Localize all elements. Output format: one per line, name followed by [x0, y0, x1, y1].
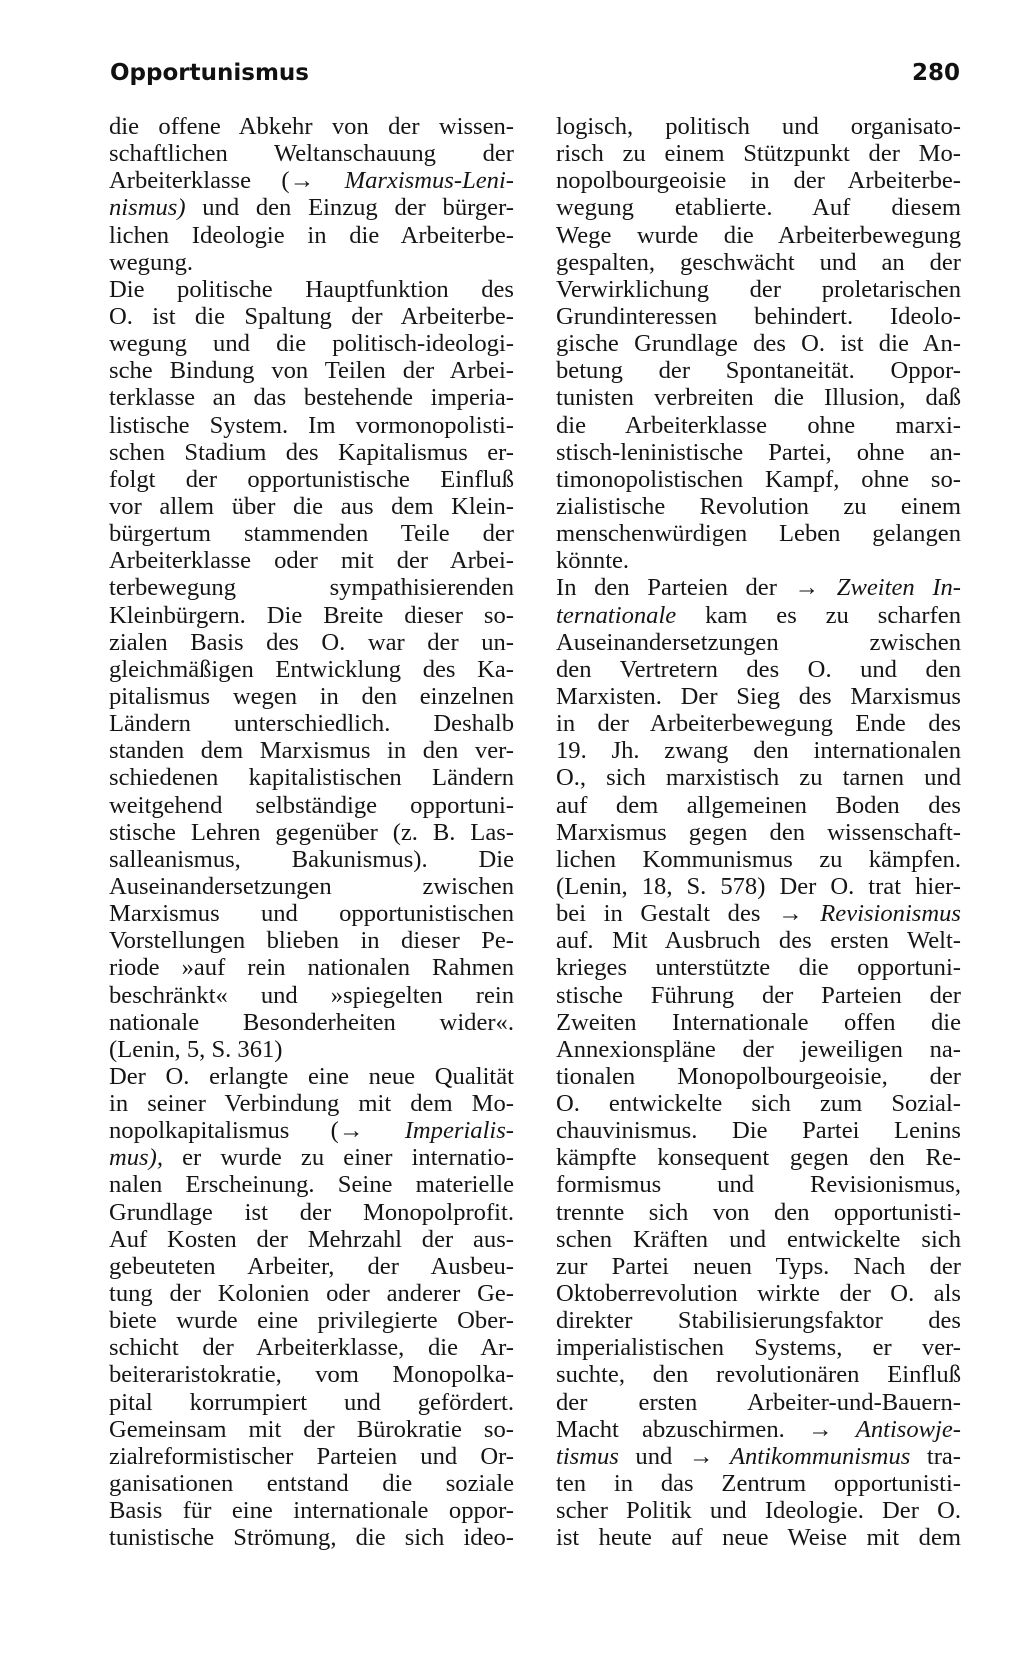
text-line: pital korrumpiert und gefördert. — [109, 1388, 514, 1416]
text-line: könnte. — [556, 547, 630, 575]
text-line: Auseinandersetzungen zwischen — [109, 872, 514, 900]
text-line: tung der Kolonien oder anderer Ge- — [109, 1280, 514, 1308]
text-line: Marxismus gegen den wissenschaft- — [556, 818, 961, 846]
text-line: in seiner Verbindung mit dem Mo- — [109, 1090, 514, 1118]
cross-reference: Antisowje- — [855, 1415, 961, 1443]
text-line: schaftlichen Weltanschauung der — [109, 140, 514, 168]
text-line: vor allem über die aus dem Klein- — [109, 492, 514, 520]
cross-reference: tismus — [556, 1442, 619, 1470]
text-line: schen Kräften und entwickelte sich — [556, 1225, 961, 1253]
text-line: schicht der Arbeiterklasse, die Ar- — [109, 1334, 514, 1362]
text-line: suchte, den revolutionären Einfluß — [556, 1361, 961, 1389]
text-line: Ländern unterschiedlich. Deshalb — [109, 710, 514, 738]
text-line: zialen Basis des O. war der un- — [109, 628, 514, 656]
text-line: in der Arbeiterbewegung Ende des — [556, 710, 961, 738]
text-line: Annexionspläne der jeweiligen na- — [556, 1035, 961, 1063]
text-segment: bei in Gestalt des → — [556, 900, 821, 928]
text-line: biete wurde eine privilegierte Ober- — [109, 1307, 514, 1335]
text-line: die Arbeiterklasse ohne marxi- — [556, 411, 961, 439]
text-line: beschränkt« und »spiegelten rein — [109, 981, 514, 1009]
text-line: Verwirklichung der proletarischen — [556, 275, 961, 303]
text-line — [109, 1117, 514, 1144]
cross-reference: mus), — [109, 1144, 163, 1172]
text-line: formismus und Revisionismus, — [556, 1171, 961, 1199]
text-line: Oktoberrevolution wirkte der O. als — [556, 1280, 961, 1308]
text-line: Marxismus und opportunistischen — [109, 900, 514, 928]
text-line: gespalten, geschwächt und an der — [556, 248, 961, 276]
text-segment: und → — [618, 1442, 730, 1470]
text-line: krieges unterstützte die opportuni- — [556, 954, 961, 982]
cross-reference: Imperialis- — [404, 1117, 514, 1145]
text-line — [556, 1416, 961, 1443]
cross-reference: Zweiten In- — [836, 574, 961, 602]
text-line: gische Grundlage des O. ist die An- — [556, 330, 961, 358]
text-line: riode »auf rein nationalen Rahmen — [109, 954, 514, 982]
running-head — [110, 60, 960, 96]
cross-reference: Revisionismus — [820, 900, 961, 928]
text-line: Die politische Hauptfunktion des — [109, 275, 514, 303]
text-line — [556, 1443, 961, 1470]
text-line: sche Bindung von Teilen der Arbei- — [109, 357, 514, 385]
text-line: Grundlage ist der Monopolprofit. — [109, 1198, 514, 1226]
text-line: zialreformistischer Parteien und Or- — [109, 1442, 514, 1470]
text-line: 19. Jh. zwang den internationalen — [556, 737, 961, 765]
text-line: nationale Besonderheiten wider«. — [109, 1008, 514, 1036]
text-line: schiedenen kapitalistischen Ländern — [109, 764, 514, 792]
cross-reference: nismus) — [109, 194, 186, 222]
text-line: lichen Ideologie in die Arbeiterbe- — [109, 221, 514, 249]
text-line — [556, 574, 961, 601]
text-line: auf. Mit Ausbruch des ersten Welt- — [556, 927, 961, 955]
text-line: ganisationen entstand die soziale — [109, 1470, 514, 1498]
text-line: stische Führung der Parteien der — [556, 981, 961, 1009]
text-line: stische Lehren gegenüber (z. B. Las- — [109, 818, 514, 846]
text-line: chauvinismus. Die Partei Lenins — [556, 1117, 961, 1145]
text-line: standen dem Marxismus in den ver- — [109, 737, 514, 765]
text-line: risch zu einem Stützpunkt der Mo- — [556, 140, 961, 168]
text-line: bürgertum stammenden Teile der — [109, 520, 514, 548]
text-line — [556, 900, 961, 927]
text-line: terklasse an das bestehende imperia- — [109, 384, 514, 412]
left-text-column — [109, 113, 514, 1551]
page-number: 280 — [911, 60, 960, 86]
text-line: schen Stadium des Kapitalismus er- — [109, 438, 514, 466]
text-line: folgt der opportunistische Einfluß — [109, 465, 514, 493]
text-line: Wege wurde die Arbeiterbewegung — [556, 221, 961, 249]
text-line: logisch, politisch und organisato- — [556, 113, 961, 140]
text-line: auf dem allgemeinen Boden des — [556, 791, 961, 819]
text-line: Vorstellungen blieben in dieser Pe- — [109, 927, 514, 955]
text-line: der ersten Arbeiter-und-Bauern- — [556, 1388, 961, 1416]
text-line: nalen Erscheinung. Seine materielle — [109, 1171, 514, 1199]
text-line: terbewegung sympathisierenden — [109, 574, 514, 602]
cross-reference: ternationale — [556, 601, 677, 629]
text-line: scher Politik und Ideologie. Der O. — [556, 1497, 961, 1525]
text-line: O. entwickelte sich zum Sozial- — [556, 1090, 961, 1118]
text-line: tunisten verbreiten die Illusion, daß — [556, 384, 961, 412]
text-line: Grundinteressen behindert. Ideolo- — [556, 302, 961, 330]
text-line: wegung etablierte. Auf diesem — [556, 194, 961, 222]
text-line: pitalismus wegen in den einzelnen — [109, 682, 514, 710]
text-line: timonopolistischen Kampf, ohne so- — [556, 465, 961, 493]
text-line: nopolbourgeoisie in der Arbeiterbe- — [556, 167, 961, 195]
text-line — [109, 167, 514, 194]
text-line: direkter Stabilisierungsfaktor des — [556, 1307, 961, 1335]
text-line: listische System. Im vormonopolisti- — [109, 411, 514, 439]
text-line: betung der Spontaneität. Oppor- — [556, 357, 961, 385]
text-line: Auseinandersetzungen zwischen — [556, 628, 961, 656]
text-line: stisch-leninistische Partei, ohne an- — [556, 438, 961, 466]
text-segment: tra- — [910, 1442, 961, 1470]
text-line: gleichmäßigen Entwicklung des Ka- — [109, 655, 514, 683]
text-line: tunistische Strömung, die sich ideo- — [109, 1524, 514, 1552]
text-line — [556, 602, 961, 629]
text-line: Gemeinsam mit der Bürokratie so- — [109, 1415, 514, 1443]
text-line: die offene Abkehr von der wissen- — [109, 113, 514, 140]
text-line — [109, 1144, 514, 1171]
text-line: Basis für eine internationale oppor- — [109, 1497, 514, 1525]
text-line: ist heute auf neue Weise mit dem — [556, 1524, 961, 1552]
text-segment: Macht abzuschirmen. → — [556, 1415, 856, 1443]
text-segment: In den Parteien der → — [556, 574, 837, 602]
text-segment: er wurde zu einer internatio- — [162, 1144, 514, 1172]
text-segment: und den Einzug der bürger- — [185, 194, 514, 222]
text-line: Zweiten Internationale offen die — [556, 1008, 961, 1036]
text-line: Arbeiterklasse oder mit der Arbei- — [109, 547, 514, 575]
text-segment: kam es zu scharfen — [676, 601, 961, 629]
text-line: menschenwürdigen Leben gelangen — [556, 520, 961, 548]
text-line: Der O. erlangte eine neue Qualität — [109, 1062, 514, 1090]
text-line: wegung und die politisch-ideologi- — [109, 330, 514, 358]
text-line: den Vertretern des O. und den — [556, 655, 961, 683]
text-line: (Lenin, 18, S. 578) Der O. trat hier- — [556, 872, 961, 900]
text-line: beiteraristokratie, vom Monopolka- — [109, 1361, 514, 1389]
text-line: Marxisten. Der Sieg des Marxismus — [556, 682, 961, 710]
text-line: salleanismus, Bakunismus). Die — [109, 845, 514, 873]
right-text-column — [556, 113, 961, 1551]
text-line: Auf Kosten der Mehrzahl der aus- — [109, 1225, 514, 1253]
cross-reference: Antikommunismus — [729, 1442, 911, 1470]
text-line: zur Partei neuen Typs. Nach der — [556, 1252, 961, 1280]
text-line: lichen Kommunismus zu kämpfen. — [556, 845, 961, 873]
text-line: weitgehend selbständige opportuni- — [109, 791, 514, 819]
text-line: ten in das Zentrum opportunisti- — [556, 1470, 961, 1498]
text-line: zialistische Revolution zu einem — [556, 492, 961, 520]
text-line: imperialistischen Systems, er ver- — [556, 1334, 961, 1362]
text-line: trennte sich von den opportunisti- — [556, 1198, 961, 1226]
text-line: O. ist die Spaltung der Arbeiterbe- — [109, 302, 514, 330]
text-line: kämpfte konsequent gegen den Re- — [556, 1144, 961, 1172]
cross-reference: Marxismus-Leni- — [344, 167, 514, 195]
text-line: gebeuteten Arbeiter, der Ausbeu- — [109, 1252, 514, 1280]
text-line — [109, 194, 514, 221]
text-line: Kleinbürgern. Die Breite dieser so- — [109, 601, 514, 629]
text-line: O., sich marxistisch zu tarnen und — [556, 764, 961, 792]
text-segment: Arbeiterklasse (→ — [109, 167, 345, 195]
text-segment: nopolkapitalismus (→ — [109, 1117, 405, 1145]
text-line: tionalen Monopolbourgeoisie, der — [556, 1062, 961, 1090]
text-line: (Lenin, 5, S. 361) — [109, 1035, 283, 1063]
head-word: Opportunismus — [110, 60, 309, 86]
text-line: wegung. — [109, 248, 194, 276]
